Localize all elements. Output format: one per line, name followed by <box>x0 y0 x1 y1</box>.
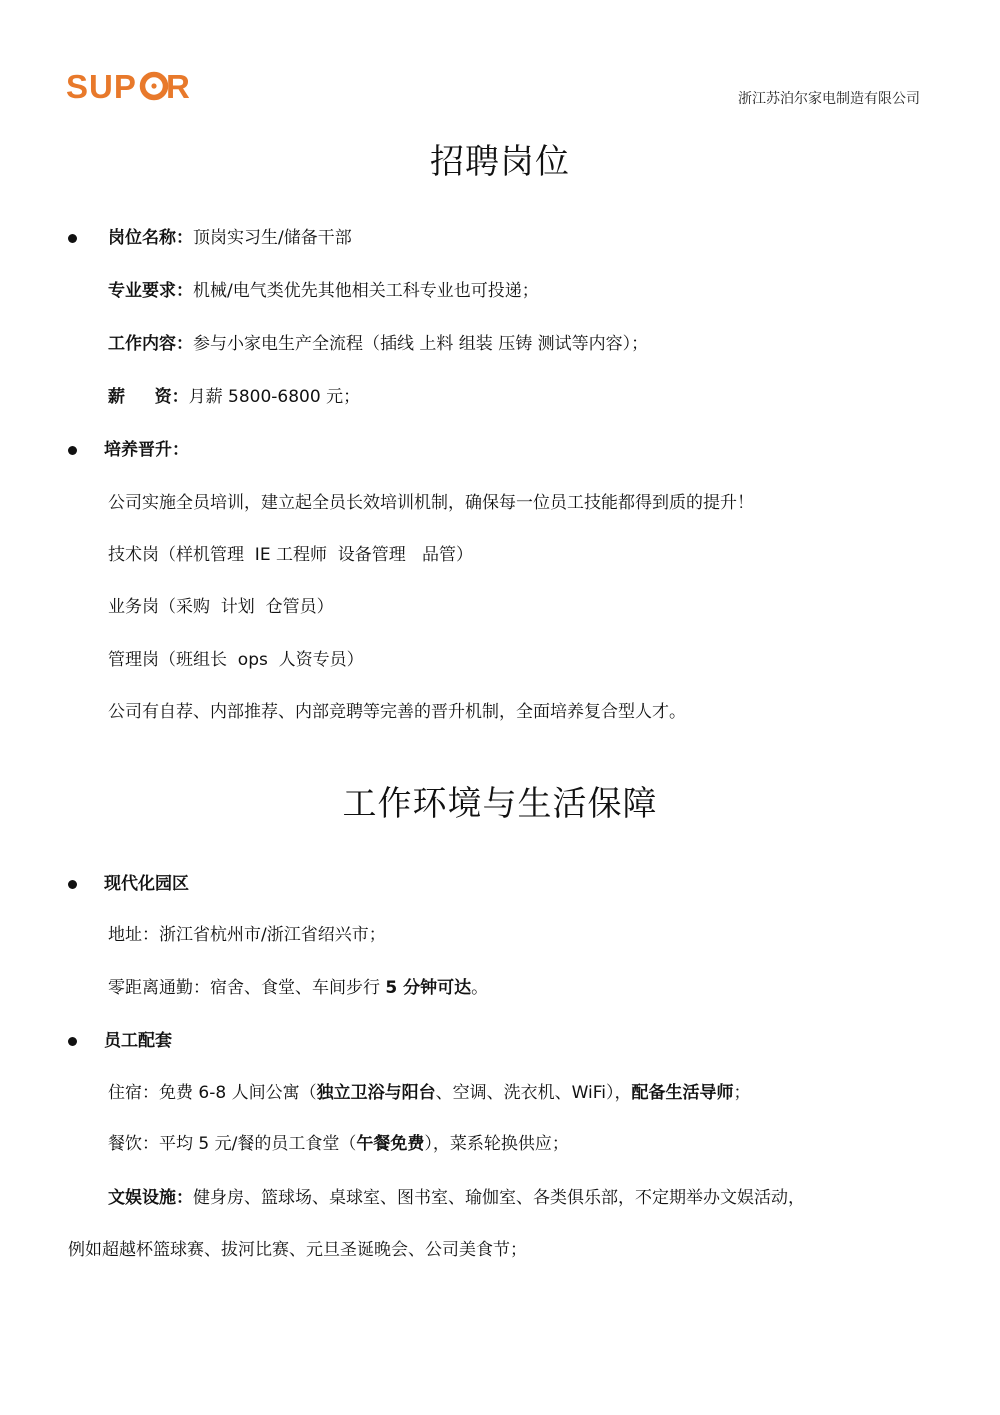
svg-text:SUP: SUP <box>66 68 137 105</box>
section-title-environment: 工作环境与生活保障 <box>342 784 658 824</box>
housing-line: 住宿：免费 6-8 人间公寓（独立卫浴与阳台、空调、洗衣机、WiFi），配备生活导师； <box>108 1083 751 1103</box>
park-heading: 现代化园区 <box>104 874 189 894</box>
major-value: 机械/电气类优先其他相关工科专业也可投递； <box>193 281 539 301</box>
supor-logo <box>66 66 190 106</box>
content-line <box>108 332 648 356</box>
training-line: 管理岗（班组长 ops 人资专员） <box>108 650 364 670</box>
training-line: 业务岗（采购 计划 仓管员） <box>108 597 334 617</box>
position-value: 顶岗实习生/储备干部 <box>193 228 352 248</box>
address-line: 地址：浙江省杭州市/浙江省绍兴市； <box>108 925 386 945</box>
position-line <box>108 226 352 250</box>
bullet-icon <box>68 880 77 889</box>
bullet-icon <box>68 1037 77 1046</box>
training-heading: 培养晋升： <box>104 440 189 460</box>
major-label: 专业要求： <box>108 281 193 301</box>
staff-heading: 员工配套 <box>104 1031 172 1051</box>
section-title-recruitment: 招聘岗位 <box>430 142 570 182</box>
commute-line: 零距离通勤：宿舍、食堂、车间步行 5 分钟可达。 <box>108 978 489 998</box>
svg-text:R: R <box>166 68 190 105</box>
leisure-line-continued: 例如超越杯篮球赛、拔河比赛、元旦圣诞晚会、公司美食节； <box>68 1240 527 1260</box>
training-line: 技术岗（样机管理 IE 工程师 设备管理 品管） <box>108 545 473 565</box>
bullet-icon <box>68 234 77 243</box>
training-line: 公司实施全员培训，建立起全员长效培训机制，确保每一位员工技能都得到质的提升！ <box>108 493 754 513</box>
content-value: 参与小家电生产全流程（插线 上料 组装 压铸 测试等内容）； <box>193 334 649 354</box>
salary-value: 月薪 5800-6800 元； <box>188 387 361 407</box>
content-label: 工作内容： <box>108 334 193 354</box>
salary-line <box>108 385 360 409</box>
leisure-line: 文娱设施：健身房、篮球场、桌球室、图书室、瑜伽室、各类俱乐部，不定期举办文娱活动， <box>108 1188 805 1208</box>
leisure-label: 文娱设施： <box>108 1188 193 1208</box>
salary-label: 薪 资： <box>108 387 189 407</box>
major-line <box>108 279 539 303</box>
bullet-icon <box>68 446 77 455</box>
dining-line: 餐饮：平均 5 元/餐的员工食堂（午餐免费），菜系轮换供应； <box>108 1134 569 1154</box>
training-line: 公司有自荐、内部推荐、内部竞聘等完善的晋升机制，全面培养复合型人才。 <box>108 702 686 722</box>
company-name: 浙江苏泊尔家电制造有限公司 <box>738 91 920 107</box>
position-label: 岗位名称： <box>108 228 193 248</box>
